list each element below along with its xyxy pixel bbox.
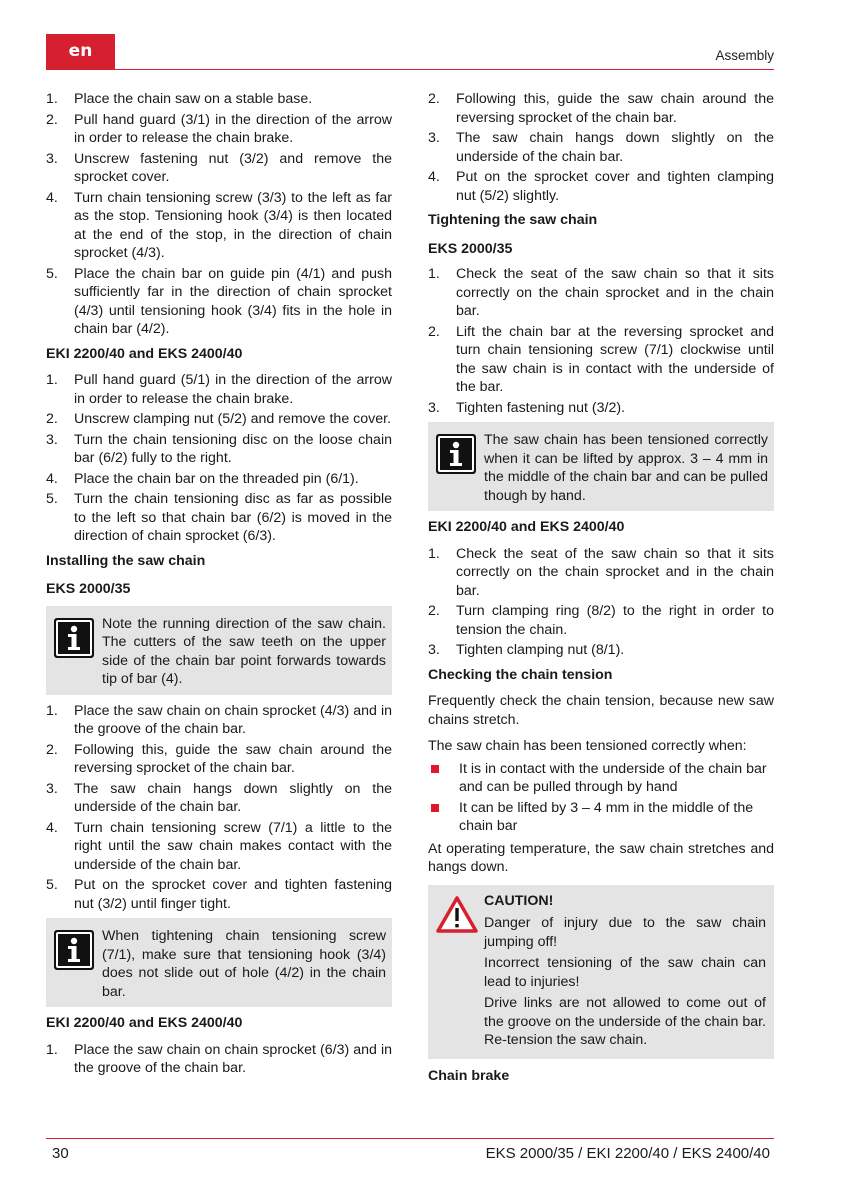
heading-eks-2000: EKS 2000/35 — [46, 581, 131, 597]
steps-list — [428, 265, 774, 417]
list-item: 3. Tighten clamping nut (8/1). — [428, 642, 625, 658]
heading-tightening-saw-chain: Tightening the saw chain — [428, 212, 598, 228]
list-item: 3. Unscrew fastening nut (3/2) and remove the sprocket cover. — [46, 150, 392, 185]
info-box — [46, 606, 392, 695]
info-icon — [54, 930, 94, 970]
paragraph: At operating temperature, the saw chain stretches and hangs down. — [428, 840, 774, 875]
right-column — [428, 90, 774, 1093]
footer-divider — [46, 1138, 774, 1139]
list-item: 4. Place the chain bar on the threaded pin (6/1). — [46, 470, 359, 487]
steps-list — [428, 90, 774, 205]
bullet-item: It is in contact with the underside of the chain bar and can be pulled through by hand — [428, 760, 774, 797]
caution-title: CAUTION! — [484, 892, 554, 909]
list-item: 2. Pull hand guard (3/1) in the direction of the arrow in order to release the chain brake. — [46, 111, 392, 146]
list-item: 4. Turn chain tensioning screw (3/3) to the left as far as the stop. Tensioning hook (3/4) is then located at the end of the stop, in the direction of chain sprocket (4/3). — [46, 189, 392, 261]
list-item: 3. Turn the chain tensioning disc on the loose chain bar (6/2) fully to the right. — [46, 431, 392, 466]
info-text: When tightening chain tensioning screw (7/1), make sure that tensioning hook (3/4) does not slide out of hole (4/2) in the chain bar. — [102, 928, 386, 1000]
steps-list — [46, 371, 392, 546]
caution-box — [428, 885, 774, 1059]
list-item: 2. Unscrew clamping nut (5/2) and remove the cover. — [46, 411, 392, 427]
caution-line: Danger of injury due to the saw chain jumping off! — [484, 915, 766, 950]
caution-line: Drive links are not allowed to come out of the groove on the underside of the chain bar. Re-tension the saw chain. — [484, 995, 766, 1048]
list-item: 1. Pull hand guard (5/1) in the direction of the arrow in order to release the chain brake. — [46, 372, 392, 407]
bullet-list — [428, 760, 774, 836]
list-item: 5. Put on the sprocket cover and tighten fastening nut (3/2) until finger tight. — [46, 877, 392, 912]
header-divider — [46, 69, 774, 70]
steps-list — [46, 1041, 392, 1078]
page-number: 30 — [52, 1145, 69, 1162]
list-item: 5. Turn the chain tensioning disc as far as possible to the left so that chain bar (6/2) is moved in the direction of chain sprocket (6/3). — [46, 491, 392, 544]
list-item: 1. Place the saw chain on chain sprocket (6/3) and in the groove of the chain bar. — [46, 1041, 392, 1076]
info-box — [46, 918, 392, 1007]
list-item: 3. The saw chain hangs down slightly on the underside of the chain bar. — [428, 130, 774, 165]
heading-eki-eks: EKI 2200/40 and EKS 2400/40 — [428, 519, 625, 535]
list-item: 3. Tighten fastening nut (3/2). — [428, 399, 626, 416]
list-item: 2. Turn clamping ring (8/2) to the right in order to tension the chain. — [428, 603, 774, 638]
bullet-item: It can be lifted by 3 – 4 mm in the middle of the chain bar — [428, 799, 774, 836]
steps-list — [428, 545, 774, 660]
section-title: Assembly — [715, 48, 774, 63]
list-item: 1. Check the seat of the saw chain so that it sits correctly on the chain sprocket and in the chain bar. — [428, 545, 774, 599]
list-item: 1. Check the seat of the saw chain so that it sits correctly on the chain sprocket and in the chain bar. — [428, 266, 774, 319]
info-box — [428, 422, 774, 511]
footer-models: EKS 2000/35 / EKI 2200/40 / EKS 2400/40 — [485, 1145, 770, 1162]
info-text: The saw chain has been tensioned correctly when it can be lifted by approx. 3 – 4 mm in the middle of the chain bar and can be pulled though by hand. — [484, 432, 768, 504]
list-item: 2. Lift the chain bar at the reversing sprocket and turn chain tensioning screw (7/1) clockwise until the saw chain is in contact with the underside of the bar. — [428, 323, 774, 395]
list-item: 1. Place the saw chain on chain sprocket (4/3) and in the groove of the chain bar. — [46, 702, 392, 737]
info-text: Note the running direction of the saw chain. The cutters of the saw teeth on the upper side of the chain bar point forwards towards tip of bar (4). — [102, 615, 386, 687]
caution-line: Incorrect tensioning of the saw chain can lead to injuries! — [484, 955, 766, 990]
heading-eki-eks: EKI 2200/40 and EKS 2400/40 — [46, 345, 243, 362]
list-item: 4. Put on the sprocket cover and tighten clamping nut (5/2) slightly. — [428, 169, 774, 204]
heading-checking-chain-tension: Checking the chain tension — [428, 666, 613, 683]
steps-list — [46, 702, 392, 914]
info-icon — [436, 434, 476, 474]
list-item: 2. Following this, guide the saw chain around the reversing sprocket of the chain bar. — [428, 91, 774, 126]
bullet-square-icon — [431, 765, 439, 773]
warning-icon — [436, 896, 478, 934]
steps-list — [46, 90, 392, 339]
list-item: 5. Place the chain bar on guide pin (4/1) and push sufficiently far in the direction of chain sprocket (4/3) until tensioning hook (3/4) fits in the hole in chain bar (4/2). — [46, 265, 392, 337]
language-tab: en — [46, 34, 115, 70]
bullet-square-icon — [431, 804, 439, 812]
list-item: 2. Following this, guide the saw chain around the reversing sprocket of the chain bar. — [46, 741, 392, 776]
paragraph: Frequently check the chain tension, because new saw chains stretch. — [428, 693, 774, 728]
heading-eki-eks: EKI 2200/40 and EKS 2400/40 — [46, 1015, 243, 1031]
list-item: 4. Turn chain tensioning screw (7/1) a little to the right until the saw chain makes contact with the underside of the chain bar. — [46, 819, 392, 873]
heading-chain-brake: Chain brake — [428, 1067, 510, 1084]
heading-installing-saw-chain: Installing the saw chain — [46, 552, 206, 569]
caution-text — [484, 892, 766, 1053]
info-icon — [54, 618, 94, 658]
list-item: 3. The saw chain hangs down slightly on the underside of the chain bar. — [46, 780, 392, 815]
heading-eks-2000: EKS 2000/35 — [428, 240, 513, 257]
list-item: 1. Place the chain saw on a stable base. — [46, 91, 313, 107]
left-column — [46, 90, 392, 1080]
paragraph: The saw chain has been tensioned correctly when: — [428, 738, 747, 754]
